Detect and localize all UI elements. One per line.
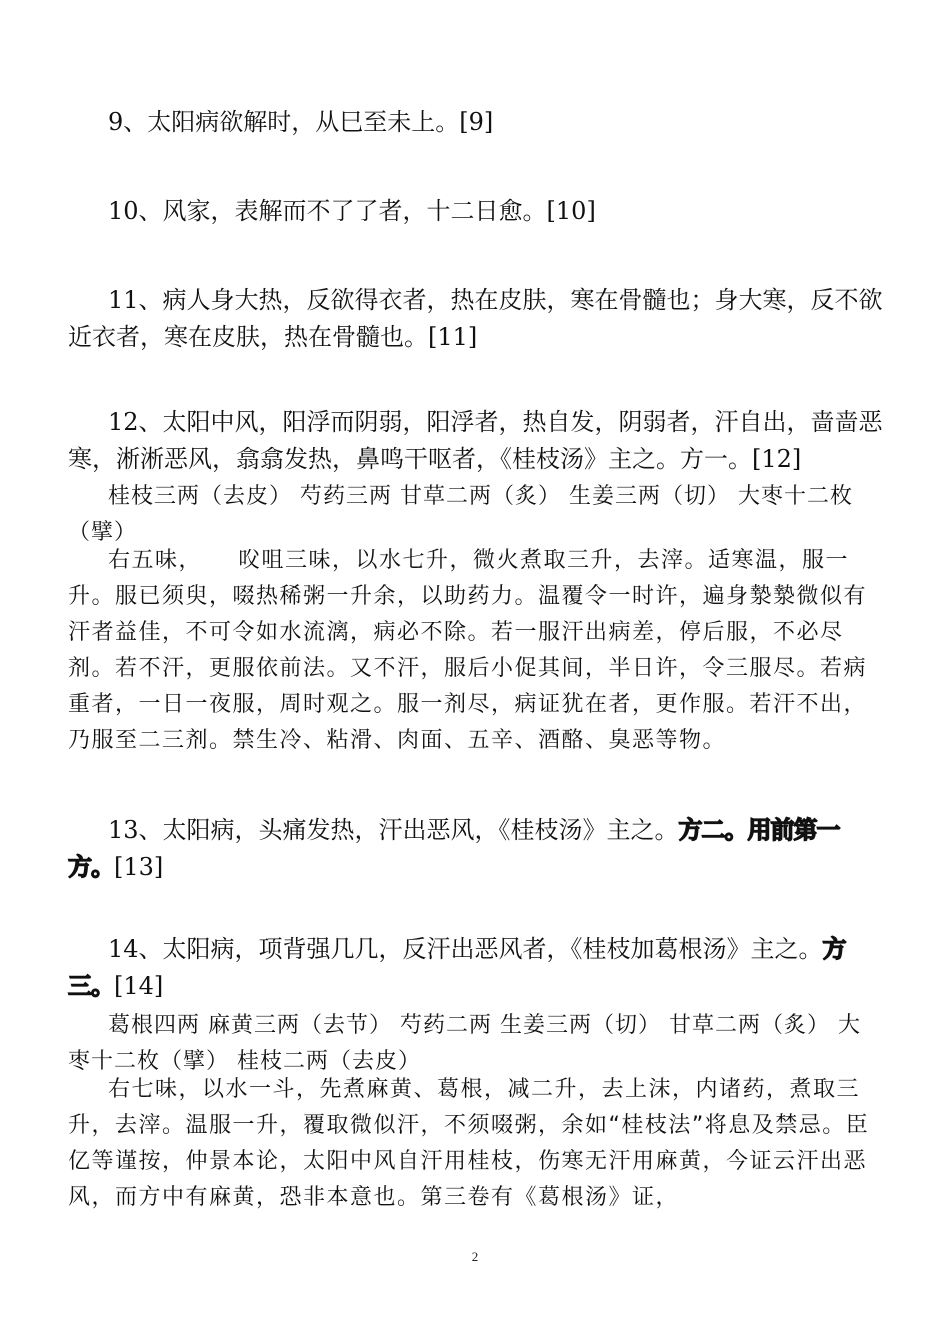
clause-13-text: 13、太阳病，头痛发热，汗出恶风，《桂枝汤》主之。 — [108, 816, 679, 844]
clause-12: 12、太阳中风，阳浮而阴弱，阳浮者，热自发，阴弱者，汗自出，啬啬恶寒，淅淅恶风，翕翕发热，鼻鸣干呕者，《桂枝汤》主之。方一。[12] — [68, 408, 883, 473]
clause-9: 9、太阳病欲解时，从巳至未上。[9] — [108, 108, 494, 136]
clause-13-ref: [13] — [114, 853, 164, 881]
clause-14-note: 方三。 — [68, 935, 846, 1000]
clause-10: 10、风家，表解而不了了者，十二日愈。[10] — [108, 197, 596, 225]
clause-14 — [68, 931, 883, 1005]
clause-13 — [68, 812, 883, 886]
formula-guizhi-instructions: 右五味， 㕮咀三味，以水七升，微火煮取三升，去滓。适寒温，服一升。服已须臾，啜热稀粥一升余，以助药力。温覆令一时许，遍身漐漐微似有汗者益佳，不可令如水流漓，病必不除。若一服汗出病差，停后服，不必尽剂。若不汗，更服依前法。又不汗，服后小促其间，半日许，令三服尽。若病重者，一日一夜服，周时观之。服一剂尽，病证犹在者，更作服。若汗不出，乃服至二三剂。禁生冷、粘滑、肉面、五辛、酒酪、臭恶等物。 — [68, 548, 868, 753]
page-number: 2 — [471, 1249, 479, 1264]
clause-14-ref: [14] — [114, 972, 164, 1000]
clause-14-text: 14、太阳病，项背强几几，反汗出恶风者，《桂枝加葛根汤》主之。 — [108, 935, 823, 963]
clause-11: 11、病人身大热，反欲得衣者，热在皮肤，寒在骨髓也；身大寒，反不欲近衣者，寒在皮肤，热在骨髓也。[11] — [68, 286, 883, 351]
formula-gegen-ingredients: 葛根四两 麻黄三两（去节） 芍药二两 生姜三两（切） 甘草二两（炙） 大枣十二枚（擘） 桂枝二两（去皮） — [68, 1013, 861, 1074]
clause-13-note: 方二。用前第一方。 — [68, 816, 840, 881]
formula-gegen-instructions: 右七味，以水一斗，先煮麻黄、葛根，减二升，去上沫，内诸药，煮取三升，去滓。温服一升，覆取微似汗，不须啜粥，余如“桂枝法”将息及禁忌。臣亿等谨按，仲景本论，太阳中风自汗用桂枝，伤寒无汗用麻黄，今证云汗出恶风，而方中有麻黄，恐非本意也。第三卷有《葛根汤》证， — [68, 1077, 870, 1210]
formula-guizhi-ingredients: 桂枝三两（去皮） 芍药三两 甘草二两（炙） 生姜三两（切） 大枣十二枚（擘） — [68, 484, 853, 545]
